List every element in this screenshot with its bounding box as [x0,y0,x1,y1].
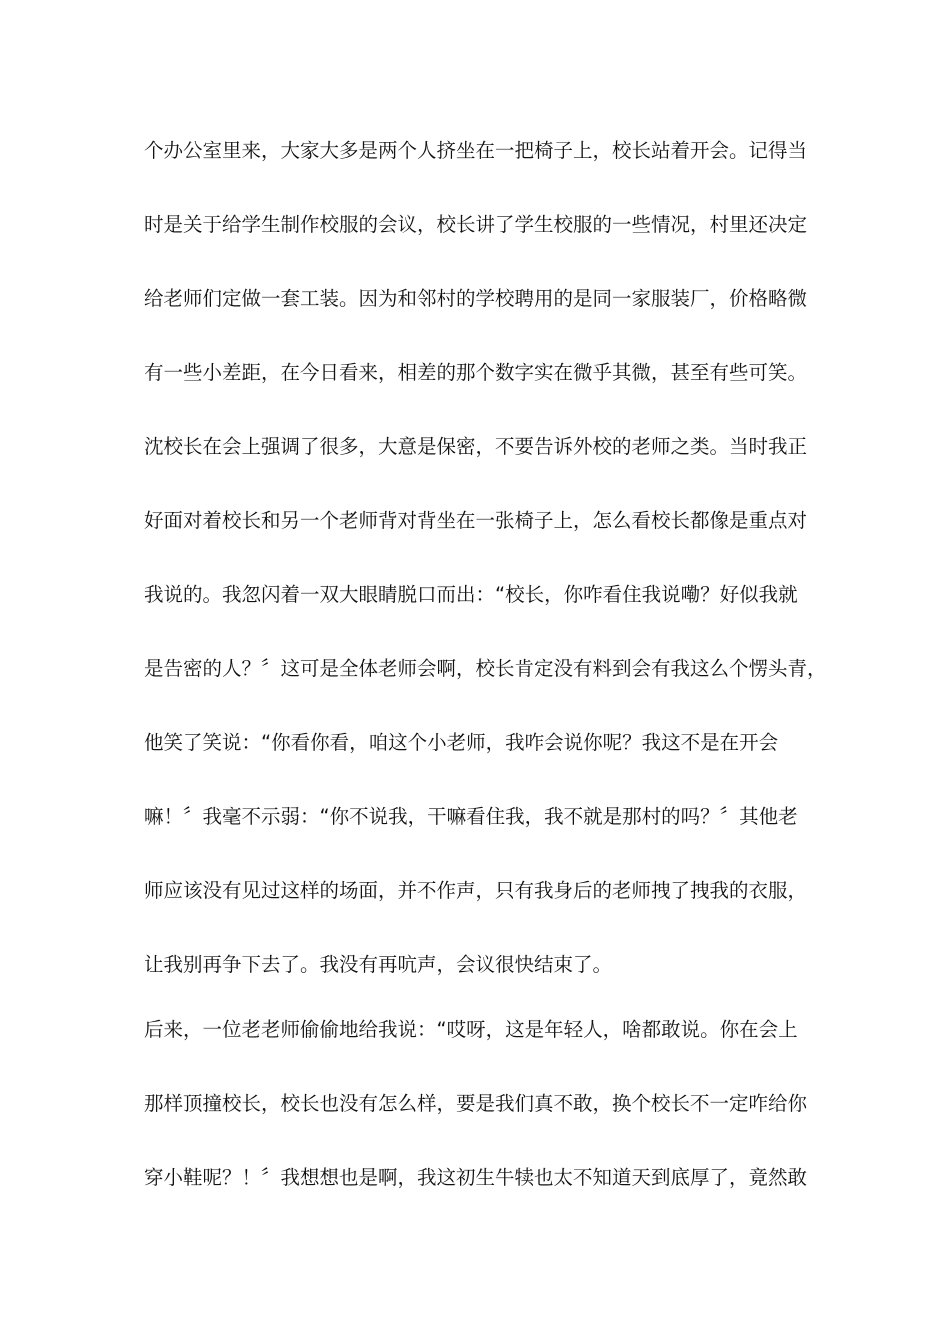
text-line: 师应该没有见过这样的场面，并不作声，只有我身后的老师拽了拽我的衣服， [144,879,808,902]
text-line: 我说的。我忽闪着一双大眼睛脱口而出：“校长，你咋看住我说嘞？好似我就 [144,583,798,606]
text-line: 有一些小差距，在今日看来，相差的那个数字实在微乎其微，甚至有些可笑。 [144,361,808,384]
text-line: 给老师们定做一套工装。因为和邻村的学校聘用的是同一家服装厂，价格略微 [144,287,808,310]
text-line: 让我别再争下去了。我没有再吭声，会议很快结束了。 [144,953,613,976]
text-line: 穿小鞋呢？！〞我想想也是啊，我这初生牛犊也太不知道天到底厚了，竟然敢 [144,1166,808,1189]
text-line: 后来，一位老老师偷偷地给我说：“哎呀，这是年轻人，啥都敢说。你在会上 [144,1018,798,1041]
text-line: 是告密的人？〞这可是全体老师会啊，校长肯定没有料到会有我这么个愣头青， [144,657,827,680]
text-line: 时是关于给学生制作校服的会议，校长讲了学生校服的一些情况，村里还决定 [144,213,808,236]
text-line: 个办公室里来，大家大多是两个人挤坐在一把椅子上，校长站着开会。记得当 [144,139,808,162]
text-line: 他笑了笑说：“你看你看，咱这个小老师，我咋会说你呢？我这不是在开会 [144,731,779,754]
text-line: 那样顶撞校长，校长也没有怎么样，要是我们真不敢，换个校长不一定咋给你 [144,1092,808,1115]
text-line: 沈校长在会上强调了很多，大意是保密，不要告诉外校的老师之类。当时我正 [144,435,808,458]
text-line: 嘛！〞我毫不示弱：“你不说我，干嘛看住我，我不就是那村的吗？〞其他老 [144,805,798,828]
text-line: 好面对着校长和另一个老师背对背坐在一张椅子上，怎么看校长都像是重点对 [144,509,808,532]
